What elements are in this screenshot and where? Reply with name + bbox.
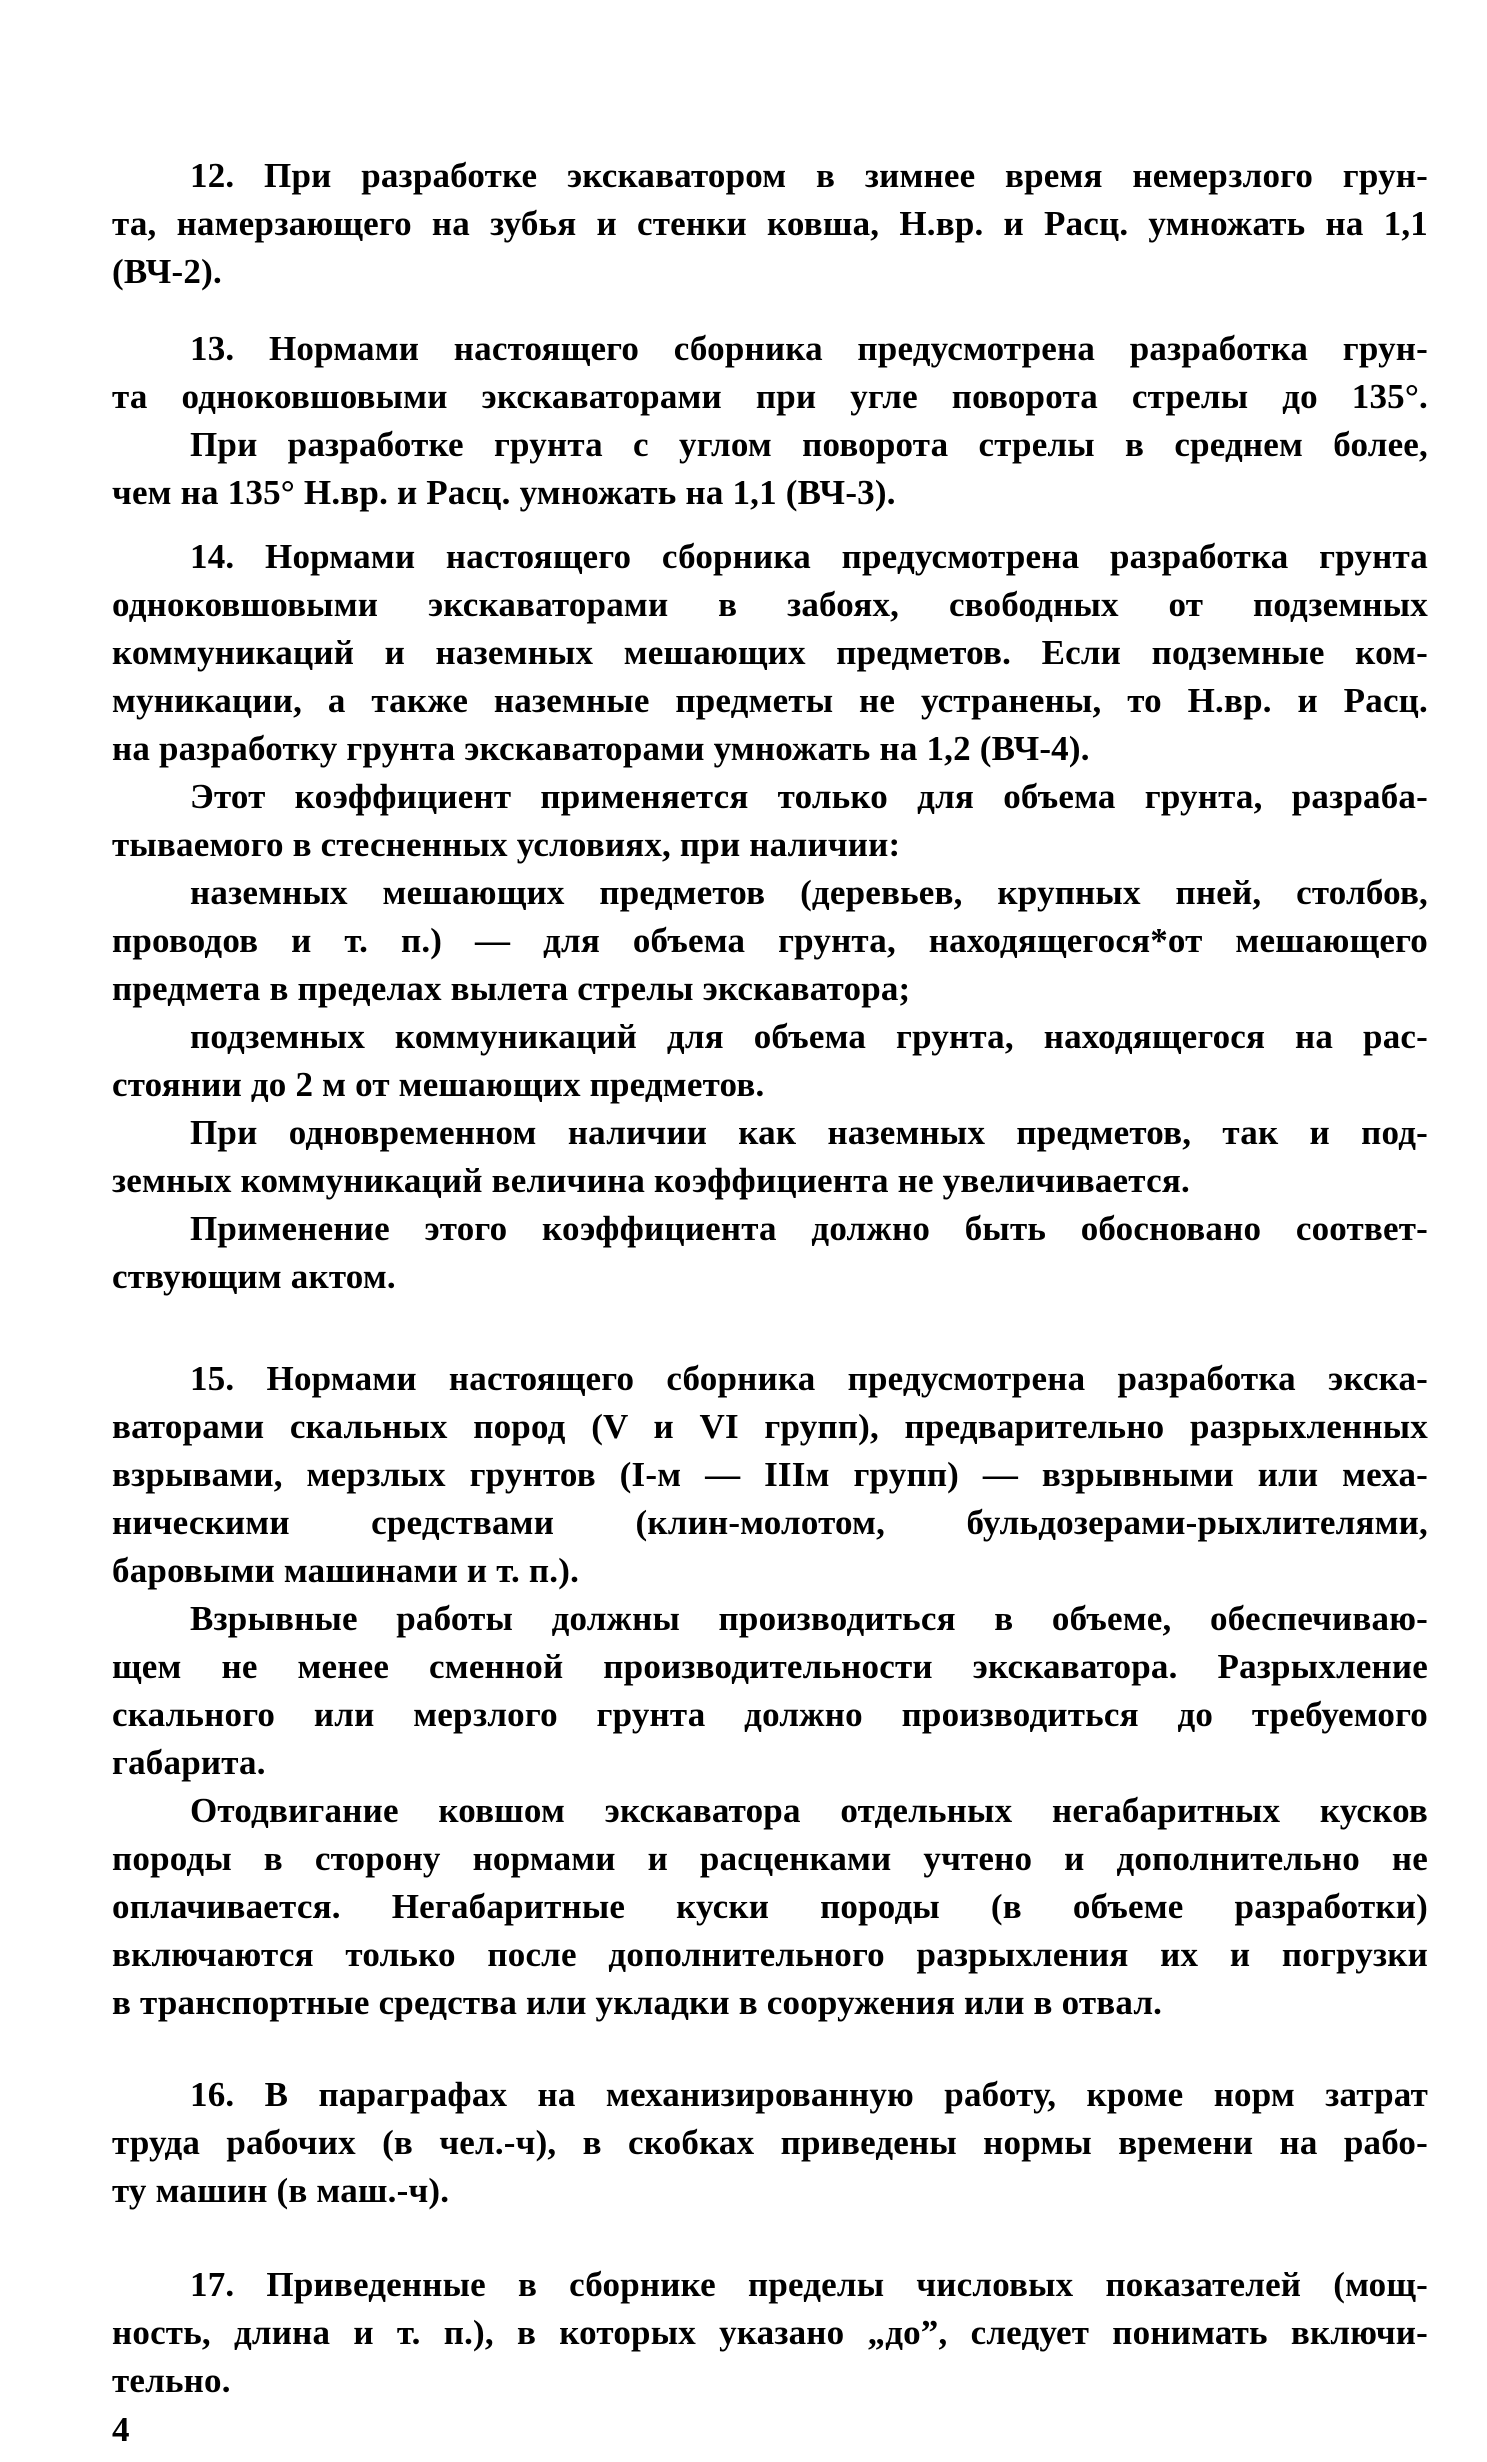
text-line: труда рабочих (в чел.-ч), в скобках приведены нормы времени на рабо- xyxy=(112,2123,1428,2162)
paragraph-15-part-2 xyxy=(112,1595,1428,1787)
text-line: одноковшовыми экскаваторами в забоях, свободных от подземных xyxy=(112,585,1428,624)
text-column xyxy=(112,152,1428,2454)
text-line: та, намерзающего на зубья и стенки ковша, Н.вр. и Расц. умножать на 1,1 xyxy=(112,204,1428,243)
page-number: 4 xyxy=(112,2410,130,2449)
text-line: 12. При разработке экскаватором в зимнее время немерзлого грун- xyxy=(190,156,1428,195)
text-line: в транспортные средства или укладки в сооружения или в отвал. xyxy=(112,1983,1163,2022)
text-line: на разработку грунта экскаваторами умножать на 1,2 (ВЧ-4). xyxy=(112,729,1090,768)
text-line: 15. Нормами настоящего сборника предусмотрена разработка экска- xyxy=(190,1359,1428,1398)
text-line: Отодвигание ковшом экскаватора отдельных негабаритных кусков xyxy=(190,1791,1428,1830)
text-line: тельно. xyxy=(112,2361,231,2400)
text-line: Взрывные работы должны производиться в объеме, обеспечиваю- xyxy=(190,1599,1428,1638)
paragraph-15-part-1 xyxy=(112,1355,1428,1595)
paragraph-14-part-5 xyxy=(112,1109,1428,1205)
paragraph-14-part-6 xyxy=(112,1205,1428,1301)
text-line: земных коммуникаций величина коэффициента не увеличивается. xyxy=(112,1161,1190,1200)
text-line: тываемого в стесненных условиях, при наличии: xyxy=(112,825,901,864)
paragraph-14-part-1 xyxy=(112,533,1428,773)
text-line: та одноковшовыми экскаваторами при угле поворота стрелы до 135°. xyxy=(112,377,1428,416)
text-line: ность, длина и т. п.), в которых указано „до”, следует понимать включи- xyxy=(112,2313,1428,2352)
text-line: баровыми машинами и т. п.). xyxy=(112,1551,580,1590)
paragraph-17 xyxy=(112,2261,1428,2405)
paragraph-14-part-2 xyxy=(112,773,1428,869)
text-line: При разработке грунта с углом поворота стрелы в среднем более, xyxy=(190,425,1428,464)
text-line: оплачивается. Негабаритные куски породы (в объеме разработки) xyxy=(112,1887,1428,1926)
text-line: проводов и т. п.) — для объема грунта, находящегося*от мешающего xyxy=(112,921,1428,960)
paragraph-14-part-4 xyxy=(112,1013,1428,1109)
paragraph-13-part-2 xyxy=(112,421,1428,517)
text-line: скального или мерзлого грунта должно производиться до требуемого xyxy=(112,1695,1428,1734)
text-line: коммуникаций и наземных мешающих предметов. Если подземные ком- xyxy=(112,633,1428,672)
text-line: породы в сторону нормами и расценками учтено и дополнительно не xyxy=(112,1839,1428,1878)
text-line: габарита. xyxy=(112,1743,266,1782)
text-line: ту машин (в маш.-ч). xyxy=(112,2171,450,2210)
text-line: 14. Нормами настоящего сборника предусмотрена разработка грунта xyxy=(190,537,1428,576)
text-line: включаются только после дополнительного разрыхления их и погрузки xyxy=(112,1935,1428,1974)
text-line: стоянии до 2 м от мешающих предметов. xyxy=(112,1065,765,1104)
text-line: 16. В параграфах на механизированную работу, кроме норм затрат xyxy=(190,2075,1428,2114)
paragraph-15-part-3 xyxy=(112,1787,1428,2027)
text-line: ваторами скальных пород (V и VI групп), предварительно разрыхленных xyxy=(112,1407,1428,1446)
text-line: Этот коэффициент применяется только для объема грунта, разраба- xyxy=(190,777,1428,816)
paragraph-16 xyxy=(112,2071,1428,2215)
text-line: взрывами, мерзлых грунтов (I-м — IIIм групп) — взрывными или меха- xyxy=(112,1455,1428,1494)
text-line: 13. Нормами настоящего сборника предусмотрена разработка грун- xyxy=(190,329,1428,368)
text-line: муникации, а также наземные предметы не устранены, то Н.вр. и Расц. xyxy=(112,681,1428,720)
text-line: При одновременном наличии как наземных предметов, так и под- xyxy=(190,1113,1428,1152)
text-line: (ВЧ-2). xyxy=(112,252,222,291)
paragraph-13-part-1 xyxy=(112,325,1428,421)
text-line: 17. Приведенные в сборнике пределы числовых показателей (мощ- xyxy=(190,2265,1428,2304)
text-line: Применение этого коэффициента должно быть обосновано соответ- xyxy=(190,1209,1428,1248)
text-line: ническими средствами (клин-молотом, бульдозерами-рыхлителями, xyxy=(112,1503,1428,1542)
text-line: чем на 135° Н.вр. и Расц. умножать на 1,1 (ВЧ-3). xyxy=(112,473,896,512)
text-line: ствующим актом. xyxy=(112,1257,396,1296)
text-line: подземных коммуникаций для объема грунта, находящегося на рас- xyxy=(190,1017,1428,1056)
paragraph-14-part-3 xyxy=(112,869,1428,1013)
text-line: предмета в пределах вылета стрелы экскаватора; xyxy=(112,969,911,1008)
text-line: щем не менее сменной производительности экскаватора. Разрыхление xyxy=(112,1647,1428,1686)
paragraph-12 xyxy=(112,152,1428,296)
text-line: наземных мешающих предметов (деревьев, крупных пней, столбов, xyxy=(190,873,1428,912)
